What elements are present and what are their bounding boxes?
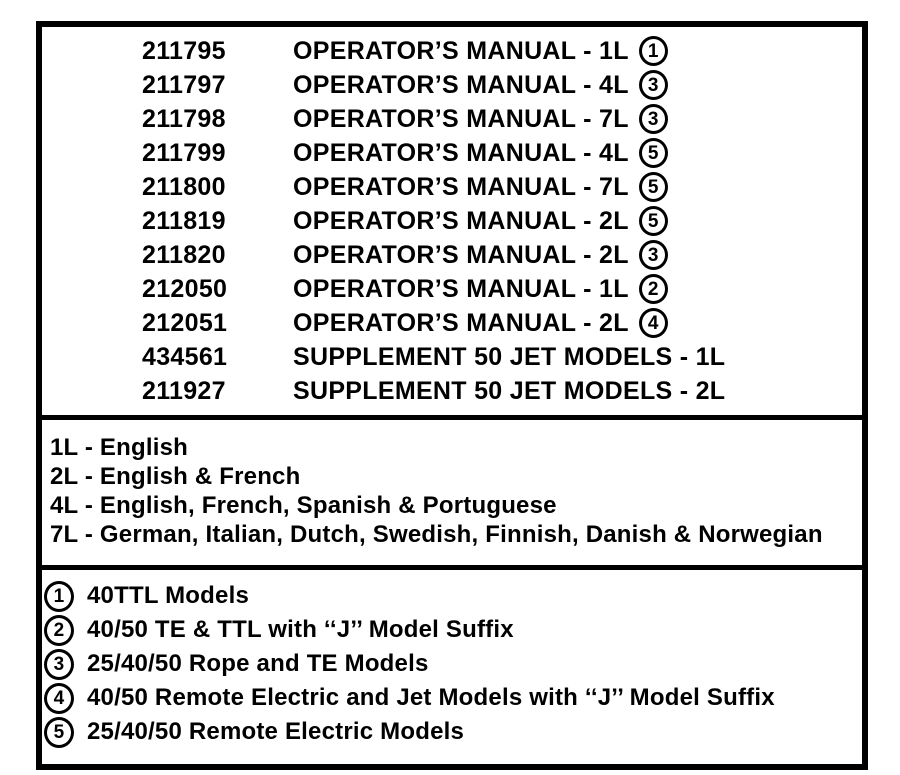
language-legend-section <box>42 415 862 565</box>
part-number: 211819 <box>142 206 226 235</box>
part-number: 434561 <box>142 342 228 371</box>
part-description: SUPPLEMENT 50 JET MODELS - 1L <box>293 342 726 371</box>
note-text: 40/50 TE & TTL with ‘‘J’’ Model Suffix <box>87 616 514 643</box>
part-description: OPERATOR’S MANUAL - 7L <box>293 104 629 133</box>
part-description: OPERATOR’S MANUAL - 2L <box>293 240 629 269</box>
part-row <box>42 272 862 306</box>
part-description: OPERATOR’S MANUAL - 4L <box>293 70 629 99</box>
note-ref-circle: 5 <box>639 138 668 168</box>
note-row <box>44 647 862 681</box>
note-text: 25/40/50 Remote Electric Models <box>87 718 465 745</box>
model-notes-section <box>42 565 862 764</box>
part-number: 211798 <box>142 104 226 133</box>
part-number: 211927 <box>142 376 226 405</box>
note-number-circle: 5 <box>44 717 74 748</box>
note-ref-circle: 3 <box>639 70 668 100</box>
part-row <box>42 102 862 136</box>
part-number: 211795 <box>142 36 226 65</box>
note-row <box>44 681 862 715</box>
note-text: 40/50 Remote Electric and Jet Models with ‘‘J’’ Model Suffix <box>87 684 775 711</box>
note-ref-circle: 3 <box>639 104 668 134</box>
legend-line: 2L - English & French <box>50 463 301 490</box>
part-number: 211820 <box>142 240 226 269</box>
note-ref-circle: 5 <box>639 206 668 236</box>
part-row <box>42 204 862 238</box>
part-row <box>42 238 862 272</box>
part-number: 211799 <box>142 138 226 167</box>
part-description: OPERATOR’S MANUAL - 7L <box>293 172 629 201</box>
part-row <box>42 34 862 68</box>
part-row <box>42 68 862 102</box>
note-text: 40TTL Models <box>87 582 249 609</box>
note-row <box>44 613 862 647</box>
part-row <box>42 340 862 374</box>
part-description: OPERATOR’S MANUAL - 2L <box>293 206 629 235</box>
part-row <box>42 306 862 340</box>
note-number-circle: 3 <box>44 649 74 680</box>
legend-line: 4L - English, French, Spanish & Portuguese <box>50 492 557 519</box>
note-number-circle: 4 <box>44 683 74 714</box>
part-description: OPERATOR’S MANUAL - 4L <box>293 138 629 167</box>
note-number-circle: 2 <box>44 615 74 646</box>
part-row <box>42 170 862 204</box>
parts-list-section <box>42 27 862 415</box>
note-row <box>44 715 862 749</box>
note-ref-circle: 1 <box>639 36 668 66</box>
legend-line: 1L - English <box>50 434 188 461</box>
note-ref-circle: 5 <box>639 172 668 202</box>
catalog-box <box>36 21 868 770</box>
note-ref-circle: 4 <box>639 308 668 338</box>
note-ref-circle: 3 <box>639 240 668 270</box>
note-number-circle: 1 <box>44 581 74 612</box>
part-number: 212051 <box>142 308 228 337</box>
part-description: OPERATOR’S MANUAL - 1L <box>293 274 629 303</box>
legend-line: 7L - German, Italian, Dutch, Swedish, Finnish, Danish & Norwegian <box>50 521 823 548</box>
note-row <box>44 579 862 613</box>
part-description: OPERATOR’S MANUAL - 1L <box>293 36 629 65</box>
part-row <box>42 136 862 170</box>
part-row <box>42 374 862 408</box>
note-text: 25/40/50 Rope and TE Models <box>87 650 429 677</box>
part-number: 212050 <box>142 274 228 303</box>
part-number: 211797 <box>142 70 226 99</box>
part-description: SUPPLEMENT 50 JET MODELS - 2L <box>293 376 726 405</box>
note-ref-circle: 2 <box>639 274 668 304</box>
part-description: OPERATOR’S MANUAL - 2L <box>293 308 629 337</box>
part-number: 211800 <box>142 172 226 201</box>
